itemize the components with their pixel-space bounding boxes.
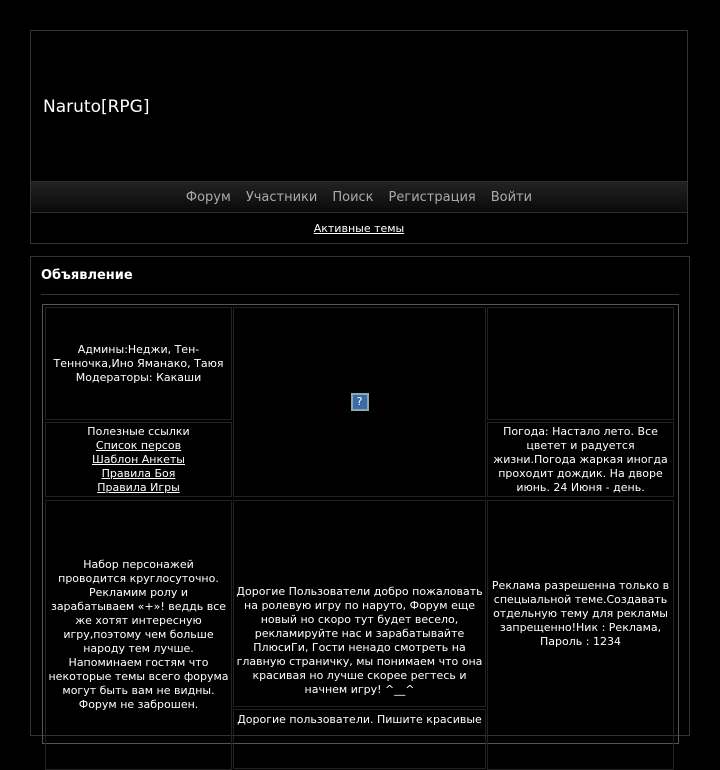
recruitment-cell — [45, 500, 232, 770]
nav-members[interactable]: Участники — [245, 189, 318, 205]
useful-links-cell — [45, 422, 232, 497]
recruitment-text: Набор персонажей проводится круглосуточно. Рекламим ролу и зарабатываем «+»! веддь все же хотят интересную игру,поэтому чем больше народу тем лучше. Напоминаем гостям что некоторые темы всего форума могут быть вам не видны. Форум не заброшен. — [48, 558, 229, 711]
nav-search[interactable]: Поиск — [332, 189, 374, 205]
weather-text: Погода: Настало лето. Все цветет и радуется жизни.Погода жаркая иногда проходит дождик. На дворе июнь. 24 Июня - день. — [493, 424, 668, 494]
welcome-text: Дорогие Пользователи добро пожаловать на ролевую игру по наруто, Форум еще новый но скоро тут будет весело, рекламируйте нас и зарабатывайте ПлюсиГи, Гости ненадо смотреть на главную страничку, мы понимаем что она красивая но лучше скорее регтесь и начнем игру! ^__^ — [236, 584, 483, 696]
site-title[interactable]: Naruto[RPG] — [43, 97, 150, 117]
nav-register[interactable]: Регистрация — [388, 189, 476, 205]
nav-login[interactable]: Войти — [490, 189, 533, 205]
link-character-list[interactable]: Список персов — [95, 438, 182, 452]
link-application-template[interactable]: Шаблон Анкеты — [92, 452, 185, 466]
main-navbar — [31, 181, 687, 213]
link-battle-rules[interactable]: Правила Боя — [101, 466, 176, 480]
ads-text: Реклама разрешенна только в спецыальной теме.Создавать отдельную тему для рекламы запрещенно!Ник : Реклама, Пароль : 1234 — [491, 579, 670, 648]
admins-cell — [45, 307, 232, 420]
useful-links-title: Полезные ссылки — [87, 424, 190, 438]
nav-forum[interactable]: Форум — [185, 189, 231, 205]
announcement-divider — [41, 294, 679, 295]
moderators-text: Модераторы: Какаши — [75, 370, 202, 384]
welcome-cell — [233, 500, 486, 707]
bottom-partial-cell — [233, 709, 486, 769]
announcement-panel — [30, 256, 690, 736]
question-mark-icon[interactable]: ? — [351, 393, 369, 411]
ads-cell — [487, 500, 674, 770]
top-right-empty-cell — [487, 307, 674, 420]
forum-header — [30, 30, 688, 244]
center-image-cell — [233, 307, 486, 497]
link-game-rules[interactable]: Правила Игры — [97, 480, 180, 494]
active-topics-bar — [31, 214, 687, 243]
bottom-partial-text: Дорогие пользователи. Пишите красивые — [237, 713, 482, 726]
announcement-title: Объявление — [41, 268, 133, 283]
admins-text: Админы:Неджи, Тен-Тенночка,Ино Яманако, Таюя — [53, 342, 224, 370]
active-topics-link[interactable]: Активные темы — [313, 222, 405, 235]
weather-cell — [487, 422, 674, 497]
announcement-table — [42, 304, 679, 744]
